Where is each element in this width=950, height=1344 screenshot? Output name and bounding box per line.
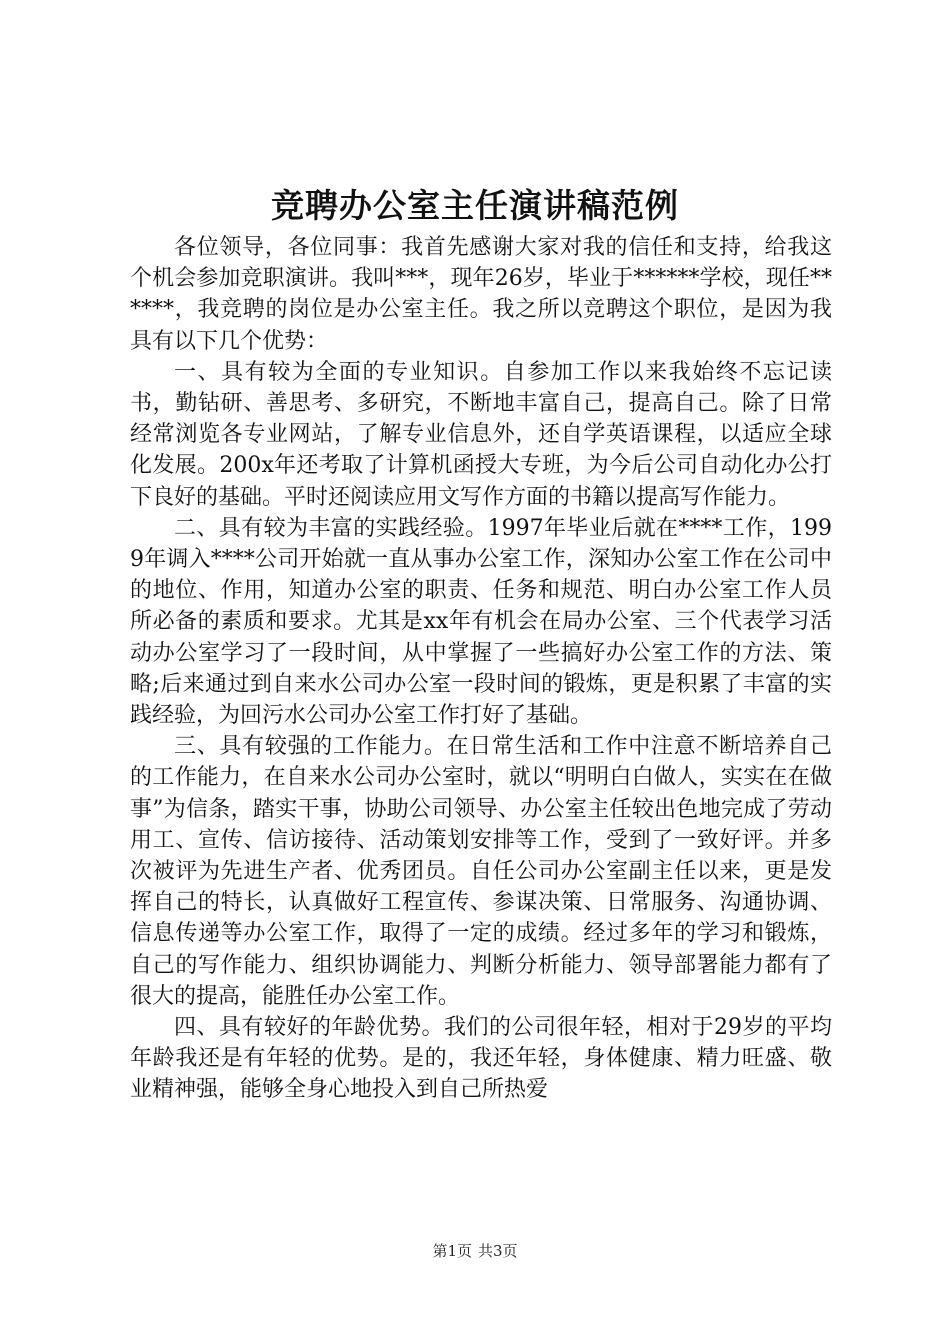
page-total: 共3页 (478, 1242, 518, 1260)
document-body (130, 232, 832, 1106)
paragraph-age: 四、具有较好的年龄优势。我们的公司很年轻，相对于29岁的平均年龄我还是有年轻的优势。是的，我还年轻，身体健康、精力旺盛、敬业精神强，能够全身心地投入到自己所热爱 (130, 1015, 832, 1103)
paragraph-knowledge: 一、具有较为全面的专业知识。自参加工作以来我始终不忘记读书，勤钻研、善思考、多研究，不断地丰富自己，提高自己。除了日常经常浏览各专业网站，了解专业信息外，还自学英语课程，以适应全球化发展。200x年还考取了计算机函授大专班，为今后公司自动化办公打下良好的基础。平时还阅读应用文写作方面的书籍以提高写作能力。 (130, 359, 832, 510)
page-footer (0, 1241, 950, 1261)
page-title: 竞聘办公室主任演讲稿范例 (271, 186, 679, 225)
paragraph-intro: 各位领导，各位同事：我首先感谢大家对我的信任和支持，给我这个机会参加竞职演讲。我叫***，现年26岁，毕业于******学校，现任******，我竞聘的岗位是办公室主任。我之所以竞聘这个职位，是因为我具有以下几个优势： (130, 235, 832, 354)
paragraph-ability: 三、具有较强的工作能力。在日常生活和工作中注意不断培养自己的工作能力，在自来水公司办公室时，就以“明明白白做人，实实在在做事”为信条，踏实干事，协助公司领导、办公室主任较出色地完成了劳动用工、宣传、信访接待、活动策划安排等工作，受到了一致好评。并多次被评为先进生产者、优秀团员。自任公司办公室副主任以来，更是发挥自己的特长，认真做好工程宣传、参谋决策、日常服务、沟通协调、信息传递等办公室工作，取得了一定的成绩。经过多年的学习和锻炼，自己的写作能力、组织协调能力、判断分析能力、领导部署能力都有了很大的提高，能胜任办公室工作。 (130, 734, 832, 1009)
page-number: 第1页 (432, 1242, 472, 1260)
paragraph-experience: 二、具有较为丰富的实践经验。1997年毕业后就在****工作，1999年调入****公司开始就一直从事办公室工作，深知办公室工作在公司中的地位、作用，知道办公室的职责、任务和规范、明白办公室工作人员所必备的素质和要求。尤其是xx年有机会在局办公室、三个代表学习活动办公室学习了一段时间，从中掌握了一些搞好办公室工作的方法、策略;后来通过到自来水公司办公室一段时间的锻炼，更是积累了丰富的实践经验，为回污水公司办公室工作打好了基础。 (130, 515, 832, 729)
